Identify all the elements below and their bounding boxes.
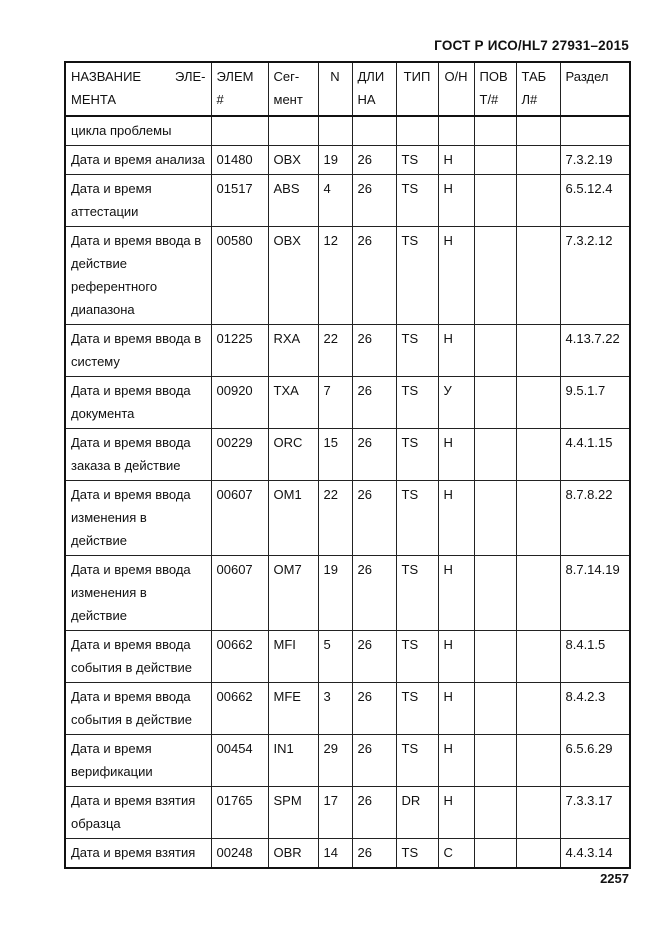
cell-n: 14 — [318, 839, 352, 869]
cell-section: 8.7.8.22 — [560, 481, 630, 556]
cell-type: TS — [396, 683, 438, 735]
cell-length: 26 — [352, 481, 396, 556]
cell-section: 4.4.3.14 — [560, 839, 630, 869]
cell-name: Дата и время взятия образца — [65, 787, 211, 839]
cell-repeat — [474, 631, 516, 683]
cell-segment: RXA — [268, 325, 318, 377]
column-header-length: ДЛИ НА — [352, 62, 396, 116]
table-header — [65, 62, 630, 116]
cell-repeat — [474, 429, 516, 481]
cell-elem: 00607 — [211, 481, 268, 556]
cell-on: Н — [438, 429, 474, 481]
cell-table — [516, 481, 560, 556]
cell-repeat — [474, 116, 516, 146]
cell-section: 8.4.1.5 — [560, 631, 630, 683]
cell-elem — [211, 116, 268, 146]
cell-n: 12 — [318, 227, 352, 325]
cell-name: Дата и время ввода события в действие — [65, 683, 211, 735]
data-elements-table — [64, 61, 631, 869]
cell-table — [516, 556, 560, 631]
cell-table — [516, 839, 560, 869]
cell-length: 26 — [352, 556, 396, 631]
cell-type: TS — [396, 481, 438, 556]
column-header-table: ТАБ Л# — [516, 62, 560, 116]
cell-length: 26 — [352, 429, 396, 481]
cell-on: С — [438, 839, 474, 869]
cell-section: 8.7.14.19 — [560, 556, 630, 631]
table-row — [65, 735, 630, 787]
cell-length: 26 — [352, 839, 396, 869]
cell-segment: OM1 — [268, 481, 318, 556]
cell-repeat — [474, 787, 516, 839]
cell-elem: 00662 — [211, 683, 268, 735]
cell-on: Н — [438, 227, 474, 325]
cell-type: TS — [396, 631, 438, 683]
cell-on — [438, 116, 474, 146]
cell-on: Н — [438, 735, 474, 787]
cell-length: 26 — [352, 227, 396, 325]
cell-section: 7.3.2.19 — [560, 146, 630, 175]
cell-on: Н — [438, 175, 474, 227]
cell-table — [516, 631, 560, 683]
cell-n: 15 — [318, 429, 352, 481]
cell-length: 26 — [352, 787, 396, 839]
cell-type: TS — [396, 377, 438, 429]
cell-on: Н — [438, 481, 474, 556]
cell-section: 9.5.1.7 — [560, 377, 630, 429]
cell-section: 8.4.2.3 — [560, 683, 630, 735]
cell-segment: TXA — [268, 377, 318, 429]
cell-n: 29 — [318, 735, 352, 787]
cell-repeat — [474, 481, 516, 556]
cell-length: 26 — [352, 631, 396, 683]
cell-length: 26 — [352, 175, 396, 227]
cell-name: Дата и время ввода заказа в действие — [65, 429, 211, 481]
cell-repeat — [474, 839, 516, 869]
cell-type: TS — [396, 839, 438, 869]
cell-length: 26 — [352, 325, 396, 377]
table-row — [65, 377, 630, 429]
cell-length: 26 — [352, 735, 396, 787]
cell-name: Дата и время анализа — [65, 146, 211, 175]
cell-elem: 00454 — [211, 735, 268, 787]
cell-n: 22 — [318, 481, 352, 556]
cell-section: 7.3.2.12 — [560, 227, 630, 325]
cell-elem: 01480 — [211, 146, 268, 175]
cell-elem: 01765 — [211, 787, 268, 839]
cell-on: Н — [438, 683, 474, 735]
column-header-type: ТИП — [396, 62, 438, 116]
cell-elem: 00662 — [211, 631, 268, 683]
table-row — [65, 556, 630, 631]
table-body — [65, 116, 630, 868]
cell-repeat — [474, 377, 516, 429]
cell-table — [516, 227, 560, 325]
cell-n — [318, 116, 352, 146]
cell-repeat — [474, 683, 516, 735]
cell-name: Дата и время ввода изменения в действие — [65, 556, 211, 631]
column-header-on: О/Н — [438, 62, 474, 116]
cell-length: 26 — [352, 146, 396, 175]
cell-type: TS — [396, 429, 438, 481]
cell-type: TS — [396, 227, 438, 325]
cell-segment: OBR — [268, 839, 318, 869]
cell-elem: 00607 — [211, 556, 268, 631]
cell-repeat — [474, 735, 516, 787]
cell-on: Н — [438, 631, 474, 683]
cell-length — [352, 116, 396, 146]
cell-name: Дата и время ввода документа — [65, 377, 211, 429]
cell-section: 7.3.3.17 — [560, 787, 630, 839]
cell-segment: SPM — [268, 787, 318, 839]
cell-name: Дата и время взятия — [65, 839, 211, 869]
cell-elem: 01517 — [211, 175, 268, 227]
cell-n: 22 — [318, 325, 352, 377]
column-header-repeat: ПОВ Т/# — [474, 62, 516, 116]
cell-on: Н — [438, 556, 474, 631]
table-row — [65, 325, 630, 377]
cell-name: Дата и время верификации — [65, 735, 211, 787]
cell-type: TS — [396, 175, 438, 227]
cell-segment — [268, 116, 318, 146]
cell-segment: ABS — [268, 175, 318, 227]
cell-segment: OBX — [268, 146, 318, 175]
cell-n: 17 — [318, 787, 352, 839]
cell-n: 19 — [318, 146, 352, 175]
cell-type: TS — [396, 735, 438, 787]
cell-section — [560, 116, 630, 146]
cell-section: 6.5.6.29 — [560, 735, 630, 787]
table-row — [65, 481, 630, 556]
cell-type: TS — [396, 146, 438, 175]
cell-table — [516, 116, 560, 146]
cell-segment: IN1 — [268, 735, 318, 787]
column-header-elem: ЭЛЕМ # — [211, 62, 268, 116]
cell-length: 26 — [352, 377, 396, 429]
document-standard-header: ГОСТ Р ИСО/HL7 27931–2015 — [434, 38, 629, 53]
cell-elem: 00920 — [211, 377, 268, 429]
cell-segment: MFE — [268, 683, 318, 735]
table-row — [65, 175, 630, 227]
cell-table — [516, 735, 560, 787]
cell-type: TS — [396, 556, 438, 631]
cell-on: У — [438, 377, 474, 429]
cell-table — [516, 377, 560, 429]
cell-length: 26 — [352, 683, 396, 735]
cell-type: TS — [396, 325, 438, 377]
table-row — [65, 146, 630, 175]
column-header-name: НАЗВАНИЕ ЭЛЕ- МЕНТА — [65, 62, 211, 116]
cell-section: 6.5.12.4 — [560, 175, 630, 227]
cell-name: Дата и время ввода события в действие — [65, 631, 211, 683]
column-header-section: Раздел — [560, 62, 630, 116]
cell-table — [516, 429, 560, 481]
table-row — [65, 227, 630, 325]
cell-elem: 00248 — [211, 839, 268, 869]
cell-segment: ORC — [268, 429, 318, 481]
cell-name: Дата и время аттестации — [65, 175, 211, 227]
cell-segment: OBX — [268, 227, 318, 325]
cell-section: 4.13.7.22 — [560, 325, 630, 377]
table-row — [65, 787, 630, 839]
cell-name: Дата и время ввода изменения в действие — [65, 481, 211, 556]
table-row — [65, 631, 630, 683]
cell-name: цикла проблемы — [65, 116, 211, 146]
cell-segment: OM7 — [268, 556, 318, 631]
cell-name: Дата и время ввода в действие референтного диапазона — [65, 227, 211, 325]
cell-elem: 00580 — [211, 227, 268, 325]
column-header-segment: Сег-мент — [268, 62, 318, 116]
column-header-n: N — [318, 62, 352, 116]
cell-segment: MFI — [268, 631, 318, 683]
cell-n: 7 — [318, 377, 352, 429]
cell-repeat — [474, 325, 516, 377]
table-row — [65, 683, 630, 735]
table-row — [65, 839, 630, 869]
table-row — [65, 429, 630, 481]
cell-n: 3 — [318, 683, 352, 735]
cell-name: Дата и время ввода в систему — [65, 325, 211, 377]
cell-on: Н — [438, 787, 474, 839]
cell-table — [516, 683, 560, 735]
cell-elem: 01225 — [211, 325, 268, 377]
cell-type — [396, 116, 438, 146]
cell-table — [516, 787, 560, 839]
cell-on: Н — [438, 146, 474, 175]
cell-n: 4 — [318, 175, 352, 227]
cell-on: Н — [438, 325, 474, 377]
table-row — [65, 116, 630, 146]
cell-elem: 00229 — [211, 429, 268, 481]
cell-table — [516, 175, 560, 227]
cell-repeat — [474, 175, 516, 227]
cell-n: 5 — [318, 631, 352, 683]
cell-type: DR — [396, 787, 438, 839]
cell-repeat — [474, 227, 516, 325]
cell-n: 19 — [318, 556, 352, 631]
cell-table — [516, 146, 560, 175]
cell-section: 4.4.1.15 — [560, 429, 630, 481]
page-number: 2257 — [600, 871, 629, 886]
cell-repeat — [474, 556, 516, 631]
cell-table — [516, 325, 560, 377]
cell-repeat — [474, 146, 516, 175]
